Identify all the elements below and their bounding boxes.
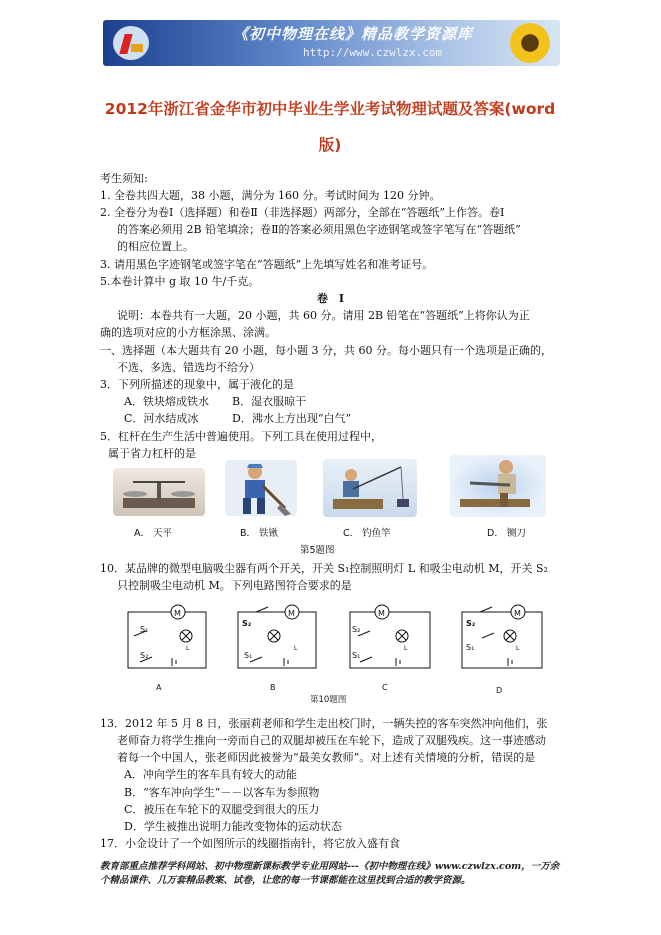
circuit-label-a: A	[156, 683, 162, 692]
fishing-rod-image	[323, 459, 417, 517]
q10-circuit-diagrams	[118, 600, 578, 705]
svg-text:M: M	[174, 609, 181, 618]
q5-caption-b: B． 铁锹	[240, 528, 279, 539]
svg-text:M: M	[288, 609, 295, 618]
shovel-image	[225, 460, 297, 516]
q10-stem-1: 10．某品牌的微型电脑吸尘器有两个开关，开关 S₁控制照明灯 L 和吸尘电动机 M，开关 S₂	[100, 562, 548, 575]
q13-stem-2: 老师奋力将学生推向一旁而自己的双腿却被压在车轮下，造成了双腿残疾。这一事迹感动	[117, 734, 546, 747]
svg-text:M: M	[378, 609, 385, 618]
q5-figure-caption: 第5题图	[300, 545, 335, 556]
notice-item-2a: 2. 全卷分为卷Ⅰ（选择题）和卷Ⅱ（非选择题）两部分，全部在“答题纸”上作答。卷Ⅰ	[100, 206, 505, 219]
circuit-a	[128, 605, 206, 668]
q13-stem-1: 13．2012 年 5 月 8 日，张丽莉老师和学生走出校门时，一辆失控的客车突然冲向他们，张	[100, 717, 548, 730]
notice-item-3: 3. 请用黑色字迹钢笔或签字笔在“答题纸”上先填写姓名和准考证号。	[100, 258, 434, 271]
notice-item-2c: 的相应位置上。	[117, 240, 194, 253]
svg-text:L: L	[294, 645, 298, 652]
circuit-label-d: D	[496, 686, 503, 695]
part-heading-2: 不选、多选、错选均不给分）	[117, 361, 260, 374]
q3-option-a: A．铁块熔成铁水	[124, 395, 209, 408]
q3-option-c: C．河水结成冰	[124, 412, 199, 425]
circuit-d	[462, 605, 542, 668]
guillotine-cutter-icon	[450, 455, 546, 517]
banner-url[interactable]: http://www.czwlzx.com	[303, 46, 443, 59]
svg-text:M: M	[514, 609, 521, 618]
q10-stem-2: 只控制吸尘电动机 M。下列电路图符合要求的是	[117, 579, 352, 592]
svg-text:L: L	[186, 645, 190, 652]
q3-stem: 3．下列所描述的现象中，属于液化的是	[100, 378, 294, 391]
sunflower-icon	[510, 23, 550, 63]
part-heading-1: 一、选择题（本大题共有 20 小题，每小题 3 分，共 60 分。每小题只有一个选项是正确的，	[100, 344, 552, 357]
shovel-worker-icon	[225, 460, 297, 516]
page-title-line1: 2012年浙江省金华市初中毕业生学业考试物理试题及答案(word	[104, 100, 556, 118]
q10-figure-caption: 第10题图	[310, 695, 347, 705]
fishing-rod-icon	[323, 459, 417, 517]
q5-caption-a: A． 天平	[134, 528, 173, 539]
q5-caption-d: D． 铡刀	[487, 528, 526, 539]
q13-option-d: D．学生被推出说明力能改变物体的运动状态	[124, 820, 342, 833]
svg-text:S₂: S₂	[466, 619, 476, 628]
q13-option-b: B．“客车冲向学生”－－以客车为参照物	[124, 786, 320, 799]
notice-item-2b: 的答案必须用 2B 铅笔填涂；卷Ⅱ的答案必须用黑色字迹钢笔或签字笔写在“答题纸”	[117, 223, 521, 236]
q3-option-d: D．沸水上方出现“白气”	[232, 412, 352, 425]
site-logo-icon	[113, 26, 149, 60]
svg-text:L: L	[516, 645, 520, 652]
q5-stem-2: 属于省力杠杆的是	[108, 447, 196, 460]
banner-title: 《初中物理在线》精品教学资源库	[233, 25, 474, 43]
svg-text:S₂: S₂	[140, 651, 149, 660]
svg-text:S₁: S₁	[352, 651, 361, 660]
svg-text:L: L	[404, 645, 408, 652]
q13-option-a: A．冲向学生的客车具有较大的动能	[124, 768, 297, 781]
footer-line-2: 个精品课件、几万套精品教案、试卷，让您的每一节课都能在这里找到合适的教学资源。	[100, 875, 471, 886]
guillotine-cutter-image	[450, 455, 546, 517]
circuit-b	[238, 605, 316, 668]
balance-scale-image	[113, 468, 205, 516]
svg-text:S₁: S₁	[466, 643, 475, 652]
q3-option-b: B．湿衣服晾干	[232, 395, 307, 408]
section-heading: 卷 Ⅰ	[316, 292, 345, 305]
q13-stem-3: 着每一个中国人，张老师因此被誉为“最美女教师”。对上述有关情境的分析，错误的是	[117, 751, 536, 764]
svg-text:S₂: S₂	[242, 619, 252, 628]
svg-text:S₂: S₂	[352, 625, 361, 634]
footer-line-1: 教育部重点推荐学科网站、初中物理新课标教学专业用网站---《初中物理在线》www.czwlzx.com，一万余	[100, 861, 560, 872]
notice-heading: 考生须知:	[100, 172, 148, 185]
circuit-label-c: C	[382, 683, 388, 692]
q5-caption-c: C． 钓鱼竿	[343, 528, 391, 539]
q17-stem: 17．小金设计了一个如图所示的线圈指南针，将它放入盛有食	[100, 837, 400, 850]
circuit-c	[350, 605, 430, 668]
q5-stem-1: 5．杠杆在生产生活中普遍使用。下列工具在使用过程中，	[100, 430, 382, 443]
balance-scale-icon	[113, 468, 205, 516]
header-banner	[103, 20, 560, 66]
circuit-label-b: B	[270, 683, 276, 692]
notice-item-5: 5.本卷计算中 g 取 10 牛/千克。	[100, 275, 260, 288]
section-desc-2: 确的选项对应的小方框涂黑、涂满。	[100, 326, 276, 339]
svg-text:S₁: S₁	[244, 651, 253, 660]
section-desc-1: 说明：本卷共有一大题，20 小题，共 60 分。请用 2B 铅笔在“答题纸”上将你认为正	[117, 309, 530, 322]
notice-item-1: 1. 全卷共四大题，38 小题，满分为 160 分。考试时间为 120 分钟。	[100, 189, 441, 202]
q13-option-c: C．被压在车轮下的双腿受到很大的压力	[124, 803, 320, 816]
page-title-line2: 版)	[318, 136, 342, 154]
svg-text:S₁: S₁	[140, 625, 149, 634]
